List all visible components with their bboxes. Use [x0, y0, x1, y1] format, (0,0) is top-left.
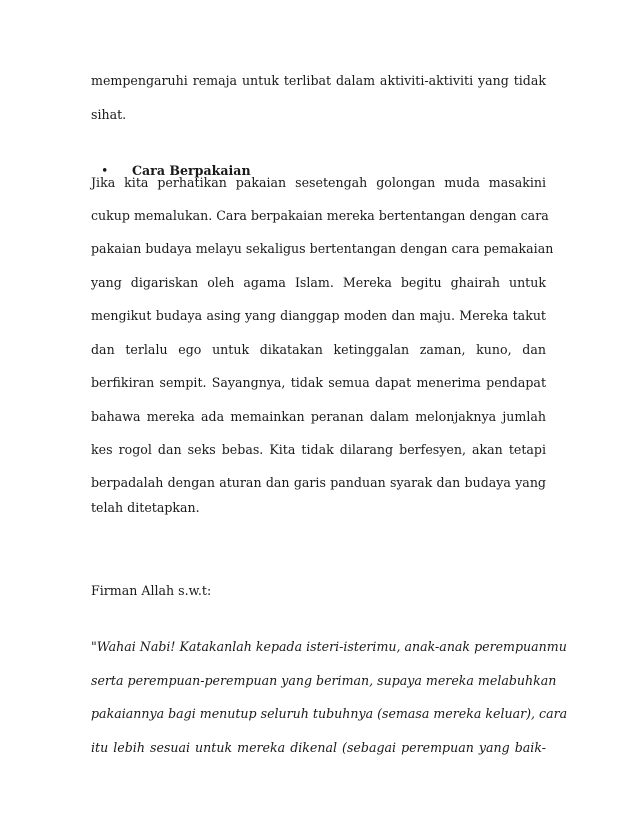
section-heading: Cara Berpakaian	[132, 163, 251, 178]
paragraph-line: pakaian budaya melayu sekaligus bertentangan dengan cara pemakaian	[91, 241, 554, 256]
paragraph-line: mengikut budaya asing yang dianggap moden dan maju. Mereka takut	[91, 308, 546, 323]
quote-line: "Wahai Nabi! Katakanlah kepada isteri-isterimu, anak-anak perempuanmu	[91, 639, 567, 654]
intro-line: mempengaruhi remaja untuk terlibat dalam aktiviti-aktiviti yang tidak	[91, 73, 546, 88]
paragraph-line: kes rogol dan seks bebas. Kita tidak dilarang berfesyen, akan tetapi	[91, 442, 546, 457]
quote-intro: Firman Allah s.w.t:	[91, 583, 212, 598]
paragraph-line: Jika kita perhatikan pakaian sesetengah golongan muda masakini	[91, 175, 546, 190]
quote-line: pakaiannya bagi menutup seluruh tubuhnya (semasa mereka keluar), cara	[91, 706, 568, 721]
intro-line: sihat.	[91, 107, 127, 122]
quote-line: serta perempuan-perempuan yang beriman, supaya mereka melabuhkan	[91, 673, 557, 688]
paragraph-line: yang digariskan oleh agama Islam. Mereka begitu ghairah untuk	[91, 275, 546, 290]
paragraph-line: cukup memalukan. Cara berpakaian mereka bertentangan dengan cara	[91, 208, 549, 223]
paragraph-line: berfikiran sempit. Sayangnya, tidak semua dapat menerima pendapat	[91, 375, 546, 390]
paragraph-line: dan terlalu ego untuk dikatakan ketinggalan zaman, kuno, dan	[91, 342, 546, 357]
paragraph-line: berpadalah dengan aturan dan garis panduan syarak dan budaya yang	[91, 475, 546, 490]
paragraph-line: telah ditetapkan.	[91, 500, 200, 515]
paragraph-line: bahawa mereka ada memainkan peranan dalam melonjaknya jumlah	[91, 409, 546, 424]
bullet-marker: •	[101, 163, 109, 178]
quote-line: itu lebih sesuai untuk mereka dikenal (sebagai perempuan yang baik-	[91, 740, 546, 755]
